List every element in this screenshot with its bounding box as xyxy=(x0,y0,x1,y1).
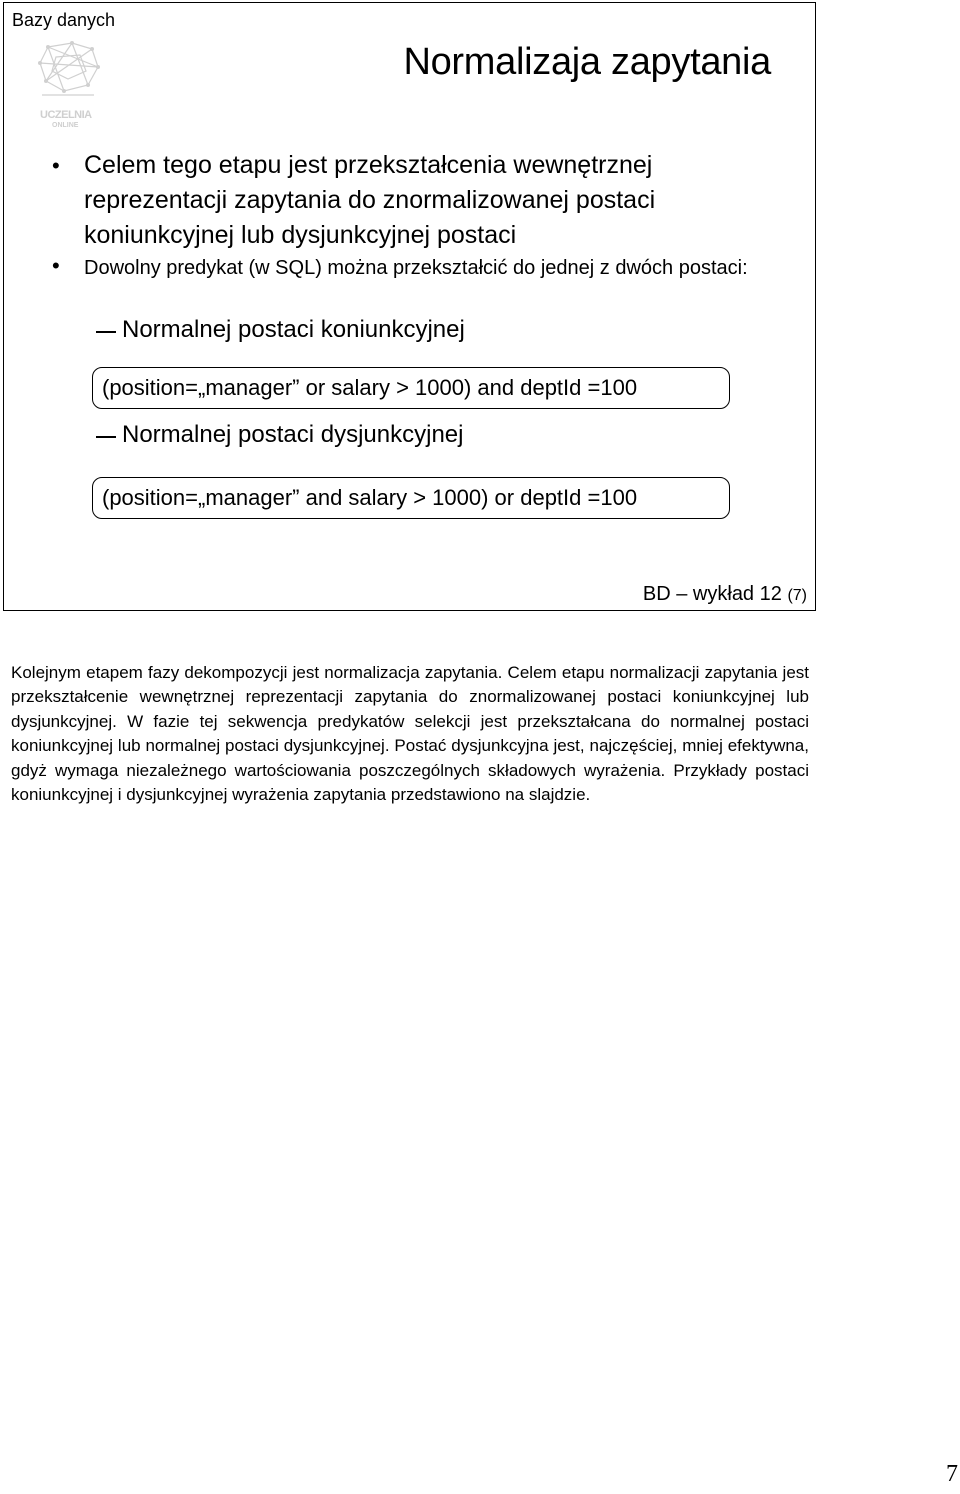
bullet-2-text: Dowolny predykat (w SQL) można przekształcić do jednej z dwóch postaci: xyxy=(84,257,748,279)
slide xyxy=(3,2,816,611)
slide-footer xyxy=(643,583,807,606)
dash-icon xyxy=(96,436,116,438)
bullet-1-text: Celem tego etapu jest przekształcenia wewnętrznej reprezentacji zapytania do znormalizowanej postaci koniunkcyjnej lub dysjunkcyjnej postaci xyxy=(84,151,656,249)
description-paragraph: Kolejnym etapem fazy dekompozycji jest normalizacja zapytania. Celem etapu normalizacji zapytania jest przekształcenie wewnętrznej reprezentacji zapytania do znormalizowanej postaci koniunkcyjnej lub dysjunkcyjnej. W fazie tej sekwencja predykatów selekcji jest przekształcana do normalnej postaci koniunkcyjnej lub normalnej postaci dysjunkcyjnej. Postać dysjunkcyjna jest, najczęściej, mniej efektywna, gdyż wymaga niezależnego wartościowania poszczególnych składowych wyrażenia. Przykłady postaci koniunkcyjnej i dysjunkcyjnej wyrażenia zapytania przedstawiono na slajdzie. xyxy=(11,663,809,805)
logo-subtext: ONLINE xyxy=(52,122,79,129)
page-number: 7 xyxy=(946,1461,958,1487)
bullet-dot-icon: • xyxy=(52,253,60,278)
footer-slide-number: (7) xyxy=(787,587,807,604)
formula-box-disjunctive: (position=„manager” and salary > 1000) or deptId =100 xyxy=(92,477,730,519)
footer-label: BD – wykład 12 xyxy=(642,583,782,605)
sub-item-1-label: Normalnej postaci koniunkcyjnej xyxy=(122,316,465,343)
slide-title: Normalizaja zapytania xyxy=(403,41,771,83)
course-name: Bazy danych xyxy=(12,10,116,30)
bullet-dot-icon: • xyxy=(52,153,60,178)
formula-box-conjunctive: (position=„manager” or salary > 1000) and deptId =100 xyxy=(92,367,730,409)
logo-text: UCZELNIA xyxy=(40,109,92,121)
dash-icon xyxy=(96,331,116,333)
sub-item-2-label: Normalnej postaci dysjunkcyjnej xyxy=(122,421,464,448)
